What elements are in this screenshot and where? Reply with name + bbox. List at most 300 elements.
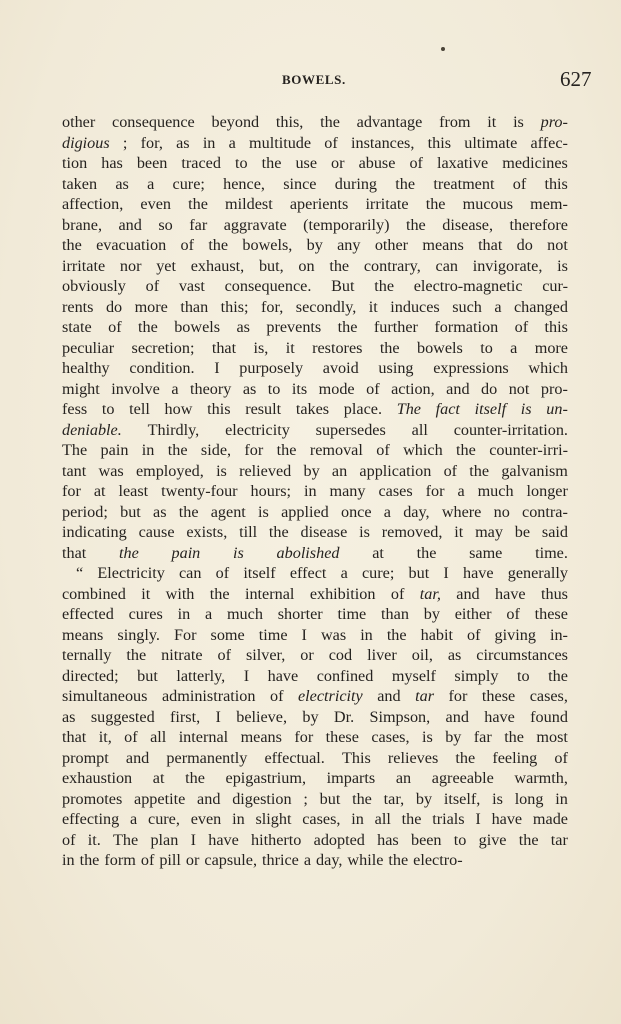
word: be: [514, 523, 531, 541]
word: directed;: [62, 666, 119, 685]
text-line: [62, 461, 568, 482]
word: or: [331, 154, 345, 172]
word: cur-: [542, 277, 568, 295]
text-line: [62, 727, 568, 748]
word: of: [514, 318, 529, 336]
word: to: [517, 666, 530, 685]
word: even: [190, 810, 222, 828]
word: the: [261, 154, 282, 172]
word: day,: [403, 502, 430, 521]
word: effected: [62, 605, 114, 623]
text-line: [62, 707, 568, 728]
word: a: [494, 297, 502, 316]
word: till: [239, 523, 258, 541]
word: do: [105, 297, 123, 316]
word: any: [337, 236, 361, 254]
word: the: [352, 789, 372, 808]
word: the: [337, 318, 358, 336]
word: invigorate,: [472, 256, 543, 275]
word: has: [377, 830, 399, 849]
word: of: [124, 728, 138, 746]
word: most: [536, 728, 568, 746]
word: itself,: [443, 789, 481, 808]
word: mem-: [530, 195, 568, 213]
word: disease,: [442, 215, 494, 234]
word: a: [303, 851, 312, 869]
word: slight: [255, 810, 292, 828]
word: was: [98, 461, 124, 480]
word: so: [158, 215, 173, 234]
word: the: [388, 851, 409, 869]
word: and: [445, 707, 469, 726]
word: I: [443, 564, 449, 582]
word: tant: [62, 461, 87, 480]
word: of: [376, 441, 390, 459]
text-line: [62, 666, 568, 687]
word: but: [120, 502, 141, 521]
print-speck: [441, 47, 445, 51]
word: digestion: [232, 789, 292, 808]
word: in: [555, 789, 568, 808]
word: means: [62, 625, 104, 644]
word: as: [153, 502, 167, 521]
text-line: [62, 522, 568, 543]
word: can: [178, 564, 202, 582]
text-line: [62, 584, 568, 605]
text-line: [62, 563, 568, 584]
word: the: [469, 461, 490, 480]
word: might: [62, 379, 100, 398]
word: hours;: [250, 482, 291, 500]
word: to: [267, 379, 281, 398]
word: since: [283, 174, 317, 193]
word: of: [366, 379, 380, 398]
word: Dr.: [333, 707, 355, 726]
word: tar: [550, 830, 568, 849]
text-line: [62, 317, 568, 338]
word: contrary,: [363, 256, 421, 275]
word: the: [276, 441, 297, 459]
text-line: [62, 256, 568, 277]
word: these: [534, 605, 568, 623]
text-line: [62, 625, 568, 646]
word: the: [379, 338, 400, 357]
word: the: [401, 810, 422, 828]
text-line: [62, 276, 568, 297]
word: but: [319, 789, 341, 808]
word: result: [245, 400, 282, 418]
word: means: [422, 236, 464, 254]
word: twenty-four: [161, 482, 238, 500]
word: is: [258, 502, 269, 521]
word: it: [141, 584, 151, 603]
word: confined: [316, 666, 374, 685]
word: ternally: [62, 646, 112, 664]
word: the: [455, 748, 476, 767]
word: of: [506, 605, 520, 623]
page-header: [0, 67, 621, 91]
word: in: [360, 625, 373, 644]
word: fess: [62, 400, 88, 418]
word: application: [359, 461, 432, 480]
word: irritate: [365, 195, 409, 213]
word: is: [233, 543, 244, 562]
word: time: [258, 625, 288, 644]
word: internal: [178, 728, 229, 746]
word: mildest: [225, 195, 273, 213]
word: evacuation: [96, 236, 167, 254]
word: many: [329, 482, 366, 500]
word: for,: [261, 297, 284, 316]
word: an: [395, 769, 412, 787]
word: nitrate: [161, 646, 203, 664]
word: and: [446, 379, 470, 398]
word: adopted: [313, 830, 365, 849]
text-line: [62, 789, 568, 810]
word: may: [475, 523, 503, 541]
word: cure;: [361, 564, 395, 582]
word: even: [140, 195, 171, 213]
word: contra-: [522, 502, 568, 521]
word: where: [441, 502, 482, 521]
word: time.: [535, 543, 568, 562]
word: the: [425, 195, 446, 213]
word: cod: [328, 646, 353, 664]
word: for: [244, 441, 264, 459]
word: day,: [316, 851, 343, 869]
word: The: [62, 441, 88, 459]
word: pro-: [540, 113, 568, 131]
word: tell: [129, 400, 150, 418]
word: it.: [87, 830, 101, 849]
word: tar,: [419, 584, 441, 603]
word: least: [118, 482, 149, 500]
word: have: [462, 564, 494, 582]
word: of: [390, 584, 405, 603]
word: other: [374, 236, 409, 254]
word: “: [76, 564, 84, 582]
word: the: [268, 523, 289, 541]
word: treatment: [433, 174, 495, 193]
word: involve: [111, 379, 160, 398]
word: digious: [62, 133, 110, 152]
word: some: [210, 625, 245, 644]
text-line: [62, 235, 568, 256]
word: is: [492, 789, 503, 808]
word: have: [491, 810, 523, 828]
word: the: [374, 277, 395, 295]
text-line: [62, 338, 568, 359]
text-line: [62, 686, 568, 707]
word: prompt: [62, 748, 109, 767]
word: is: [216, 461, 227, 480]
word: electricity: [297, 687, 363, 705]
word: the: [329, 256, 350, 275]
word: and: [197, 789, 221, 808]
word: medicines: [502, 154, 568, 172]
word: hitherto: [251, 830, 302, 849]
text-line: [62, 379, 568, 400]
word: which: [403, 441, 443, 459]
text-line: [62, 440, 568, 461]
word: to: [453, 830, 467, 849]
word: while: [347, 851, 384, 869]
word: as: [176, 133, 190, 152]
word: the: [185, 769, 205, 787]
word: indicating: [62, 523, 127, 541]
word: means: [240, 728, 282, 746]
word: combined: [62, 584, 126, 603]
word: as: [242, 379, 257, 398]
word: the: [126, 646, 147, 664]
word: no: [493, 502, 510, 521]
word: I: [190, 830, 196, 849]
word: of: [180, 236, 194, 254]
word: warmth,: [514, 769, 568, 787]
word: is: [557, 256, 568, 275]
word: nor: [119, 256, 142, 275]
word: the: [188, 195, 208, 213]
word: in: [202, 133, 216, 152]
word: this;: [220, 297, 249, 316]
word: appetite: [134, 789, 186, 808]
word: pain: [171, 543, 201, 562]
word: far: [189, 215, 208, 234]
body-text: [62, 112, 568, 871]
word: place.: [343, 400, 382, 418]
word: relieved: [239, 461, 292, 480]
word: that: [62, 543, 87, 562]
word: traced: [181, 154, 221, 172]
word: the: [138, 318, 158, 336]
text-line: [62, 502, 568, 523]
word: all: [374, 810, 391, 828]
word: all: [411, 420, 428, 439]
page-number: 627: [560, 67, 592, 91]
word: exhibition: [309, 584, 376, 603]
word: laxative: [436, 154, 489, 172]
word: to: [101, 400, 115, 418]
word: the: [119, 543, 139, 562]
word: tion: [62, 154, 88, 172]
word: the: [208, 236, 229, 254]
word: myself: [391, 666, 436, 685]
word: I: [214, 359, 220, 377]
word: a: [130, 810, 138, 828]
word: at: [152, 769, 165, 787]
word: agreeable: [431, 769, 494, 787]
word: the: [395, 174, 416, 193]
word: that: [478, 236, 503, 254]
word: theory: [189, 379, 232, 398]
word: is: [421, 728, 433, 746]
word: is: [513, 113, 524, 131]
word: these: [325, 728, 359, 746]
word: latterly,: [176, 666, 226, 685]
word: of: [217, 646, 231, 664]
word: the: [386, 625, 407, 644]
word: is: [359, 523, 370, 541]
word: not: [508, 379, 530, 398]
running-head: BOWELS.: [282, 72, 346, 87]
word: secondly,: [295, 297, 357, 316]
word: made: [532, 810, 568, 828]
word: generally: [507, 564, 568, 582]
word: all: [150, 728, 167, 746]
word: For: [174, 625, 197, 644]
word: of: [554, 748, 568, 767]
word: by: [302, 707, 319, 726]
word: this: [544, 174, 568, 193]
word: induces: [390, 297, 440, 316]
word: mode: [318, 379, 355, 398]
word: removal: [309, 441, 363, 459]
word: giving: [494, 625, 536, 644]
word: as: [447, 646, 462, 664]
word: supersedes: [315, 420, 386, 439]
word: form: [104, 851, 136, 869]
word: a: [147, 174, 155, 193]
word: cure,: [148, 810, 180, 828]
word: give: [478, 830, 507, 849]
word: have: [484, 707, 515, 726]
text-line: [62, 748, 568, 769]
word: of: [62, 830, 76, 849]
word: more: [534, 338, 568, 357]
word: this: [207, 400, 231, 418]
word: cure;: [172, 174, 205, 193]
word: it: [368, 297, 378, 316]
word: the: [209, 584, 230, 603]
word: counter-irri-: [489, 441, 568, 459]
word: tar: [415, 687, 435, 705]
word: I: [243, 666, 250, 685]
word: of: [140, 851, 155, 869]
word: effecting: [62, 810, 120, 828]
word: time: [337, 605, 367, 623]
word: a: [228, 133, 236, 152]
word: a: [457, 482, 465, 500]
word: counter-irritation.: [453, 420, 568, 439]
word: electro-magnetic: [413, 277, 523, 295]
word: cases,: [371, 728, 410, 746]
word: of: [443, 461, 458, 480]
word: in: [62, 851, 75, 869]
word: of: [108, 318, 122, 336]
word: healthy: [62, 359, 110, 377]
word: the: [62, 236, 82, 254]
word: shorter: [277, 605, 323, 623]
word: in: [177, 605, 191, 623]
word: exhaustion: [62, 769, 133, 787]
word: of: [324, 133, 338, 152]
word: can: [435, 256, 458, 275]
word: thus: [541, 584, 568, 603]
word: simply: [454, 666, 499, 685]
word: secretion;: [131, 338, 195, 357]
word: it: [487, 113, 497, 131]
word: much: [477, 482, 514, 500]
word: (temporarily): [303, 215, 390, 234]
word: these: [481, 687, 516, 705]
word: it: [285, 338, 295, 357]
word: by: [423, 605, 440, 623]
word: have: [267, 666, 299, 685]
text-line: [62, 112, 568, 133]
text-line: [62, 420, 568, 441]
word: disease: [300, 523, 348, 541]
word: purposely: [239, 359, 304, 377]
word: this: [427, 133, 451, 152]
word: it,: [98, 728, 112, 746]
text-line: [62, 809, 568, 830]
word: exists,: [186, 523, 228, 541]
word: I: [301, 625, 307, 644]
word: effect: [289, 564, 327, 582]
text-line: [62, 133, 568, 154]
word: much: [226, 605, 263, 623]
word: cases: [378, 482, 413, 500]
word: cause: [138, 523, 175, 541]
word: for: [62, 482, 81, 500]
word: a: [204, 605, 213, 623]
word: liver: [367, 646, 397, 664]
word: and: [125, 748, 150, 767]
word: effectual.: [264, 748, 325, 767]
text-line: [62, 645, 568, 666]
word: affection,: [62, 195, 124, 213]
word: thrice: [262, 851, 299, 869]
word: the: [518, 830, 539, 849]
word: galvanism: [501, 461, 568, 480]
word: bowels: [174, 318, 221, 336]
word: therefore: [509, 215, 568, 234]
word: by: [306, 236, 323, 254]
word: formation: [434, 318, 499, 336]
word: from: [439, 113, 471, 131]
word: or: [300, 646, 314, 664]
text-line: [62, 850, 568, 871]
word: in-: [549, 625, 568, 644]
word: circumstances: [476, 646, 568, 664]
word: have: [208, 830, 239, 849]
text-line: [62, 399, 568, 420]
word: at: [372, 543, 384, 562]
word: not: [547, 236, 568, 254]
word: administration: [161, 687, 256, 705]
word: of: [269, 687, 284, 705]
word: in: [232, 810, 245, 828]
word: avoid: [322, 359, 359, 377]
word: ;: [122, 133, 128, 152]
word: hence,: [223, 174, 265, 193]
word: permanently: [166, 748, 248, 767]
word: is,: [253, 338, 269, 357]
word: the: [504, 728, 524, 746]
word: the: [167, 441, 188, 459]
word: as: [62, 707, 76, 726]
text-line: [62, 174, 568, 195]
word: exhaust,: [190, 256, 245, 275]
word: of: [467, 625, 481, 644]
word: same: [469, 543, 503, 562]
word: and: [377, 687, 401, 705]
word: state: [62, 318, 92, 336]
word: or: [185, 851, 200, 869]
word: in: [351, 810, 364, 828]
word: have: [495, 584, 526, 603]
word: oil,: [411, 646, 433, 664]
